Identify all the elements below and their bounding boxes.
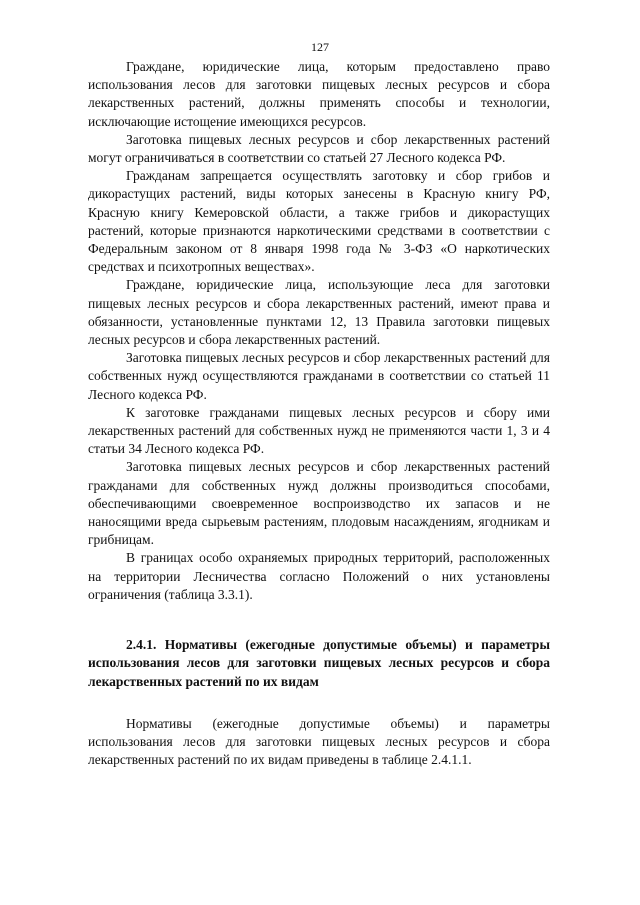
paragraph-red-book-prohibition: Гражданам запрещается осуществлять заготовку и сбор грибов и дикорастущих растений, виды которых занесены в Красную книгу РФ, Красную книгу Кемеровской области, а также грибов и дикорастущих растений, которые признаются наркотическими средствами в соответствии с Федеральным законом от 8 января 1998 года № 3-ФЗ «О наркотических средствах и психотропных веществах». — [88, 168, 550, 275]
section-heading: 2.4.1. Нормативы (ежегодные допустимые объемы) и параметры использования лесов для заготовки пищевых лесных ресурсов и сбора лекарственных растений по их видам — [88, 637, 550, 689]
paragraph-article-34-exemption: К заготовке гражданами пищевых лесных ресурсов и сбору ими лекарственных растений для собственных нужд не применяются части 1, 3 и 4 статьи 34 Лесного кодекса РФ. — [88, 404, 550, 457]
paragraph-harvest-restrictions: Заготовка пищевых лесных ресурсов и сбор лекарственных растений могут ограничиваться в соответствии со статьей 27 Лесного кодекса РФ. — [88, 131, 550, 166]
section-paragraph: Нормативы (ежегодные допустимые объемы) и параметры использования лесов для заготовки пищевых лесных ресурсов и сбора лекарственных растений по их видам приведены в таблице 2.4.1.1. — [88, 715, 550, 768]
page-number: 127 — [311, 40, 329, 54]
paragraph-resource-depletion: Граждане, юридические лица, которым предоставлено право использования лесов для заготовки пищевых лесных ресурсов и сбора лекарственных растений, должны применять способы и технологии, исключающие истощение имеющихся ресурсов. — [88, 59, 550, 129]
document-body — [88, 58, 550, 769]
paragraph-rights-obligations: Граждане, юридические лица, использующие леса для заготовки пищевых лесных ресурсов и сбора лекарственных растений, имеют права и обязанности, установленные пунктами 12, 13 Правила заготовки пищевых лесных ресурсов и сбора лекарственных растений. — [88, 277, 550, 348]
paragraph-own-needs: Заготовка пищевых лесных ресурсов и сбор лекарственных растений для собственных нужд осуществляются гражданами в соответствии со статьей 11 Лесного кодекса РФ. — [88, 350, 550, 402]
paragraph-protected-areas: В границах особо охраняемых природных территорий, расположенных на территории Лесничества согласно Положений о них установлены ограничения (таблица 3.3.1). — [88, 550, 550, 602]
paragraph-harvest-methods: Заготовка пищевых лесных ресурсов и сбор лекарственных растений гражданами для собственных нужд должны производиться способами, обеспечивающими своевременное воспроизводство их запасов и не наносящими вреда сырьевым растениям, плодовым насаждениям, ягодникам и грибницам. — [88, 459, 550, 548]
